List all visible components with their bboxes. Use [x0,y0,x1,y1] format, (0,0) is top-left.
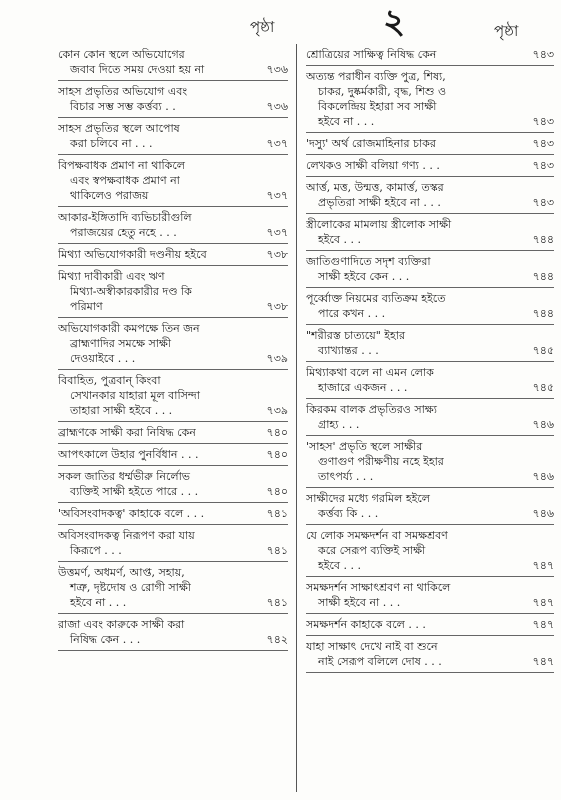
index-entry-text: হইবে . . . [318,233,362,246]
index-entry-text: কর্ত্তব্য কি . . . [318,507,379,520]
index-entry-page-number: ৭৪১ [266,596,288,609]
index-entry-text: নাই সেরূপ বলিলে দোষ . . . [318,655,442,668]
index-entry-text: কোন কোন স্থলে অভিযোগের [58,48,185,61]
index-entry-text: জবাব দিতে সময় দেওয়া হয় না [70,63,205,76]
index-entry-page-number: ৭৩৮ [266,248,288,261]
index-entry-page-number: ৭৪১ [266,544,288,557]
index-entry-text: বিপক্ষবাধক প্রমাণ না থাকিলে [58,159,185,172]
index-entry-text: সাহস প্রভৃতির অভিযোগ এবং [58,85,188,98]
index-entry [58,422,288,444]
index-entry [58,503,288,525]
index-entry [306,488,554,525]
index-entry-text: অত্যন্ত পরাধীন ব্যক্তি পুত্র, শিষ্য, [306,70,446,83]
index-entry-page-number: ৭৪৪ [532,270,554,283]
index-entry [306,399,554,436]
index-entry-text: হাজারে একজন . . . [318,381,408,394]
index-entry [306,525,554,577]
index-entry-text: পূর্ব্বোক্ত নিয়মের ব্যতিক্রম হইতে [306,292,446,305]
index-entry-page-number: ৭৪০ [266,485,288,498]
index-entry [58,266,288,318]
index-entry-text: অবিসংবাদকত্ব নিরূপণ করা যায় [58,529,195,542]
index-entry-text: গ্রাহ্য . . . [318,418,360,431]
index-entry-text: মিথ্যা দাবীকারী এবং ঋণ [58,270,165,283]
index-entry-text: থাকিলেও পরাজয় [70,189,149,202]
index-entry-page-number: ৭৪৩ [532,196,554,209]
index-entry-text: সাক্ষী হইবে না . . . [318,596,401,609]
index-entry-page-number: ৭৪০ [266,448,288,461]
index-entry-text: করে সেরূপ ব্যক্তিই সাক্ষী [318,544,426,557]
index-entry-text: 'সাহস' প্রভৃতি স্থলে সাক্ষীর [306,440,423,453]
page-number: ২ [383,2,406,42]
index-entry-text: অভিযোগকারী কমপক্ষে তিন জন [58,322,200,335]
index-entry-page-number: ৭৪৪ [532,233,554,246]
index-entry-text: রাজা এবং কারুকে সাক্ষী করা [58,618,185,631]
index-entry [58,466,288,503]
index-entry [58,614,288,651]
index-entry-text: সমক্ষদর্শন কাহাকে বলে . . . [306,618,426,631]
index-entry-text: শত্রু, দৃষ্টদোষ ও রোগী সাক্ষী [70,581,191,594]
index-entry [306,636,554,673]
index-entry-text: মিথ্যা অভিযোগকারী দণ্ডনীয় হইবে [58,248,207,261]
index-entry-text: জাতিগুণাদিতে সদৃশ ব্যক্তিরা [306,255,431,268]
index-entry-text: বিবাহিত, পুত্রবান্ কিংবা [58,374,161,387]
index-entry-text: ব্রাহ্মণাদির সমক্ষে সাক্ষী [70,337,171,350]
index-entry [58,81,288,118]
index-entry-text: স্ত্রীলোকের মামলায় স্ত্রীলোক সাক্ষী [306,218,452,231]
index-entry [306,177,554,214]
index-entry [306,325,554,362]
index-entry-text: ব্রাহ্মণকে সাক্ষী করা নিষিদ্ধ কেন [58,426,196,439]
index-entry-page-number: ৭৪৭ [532,596,554,609]
index-entry-page-number: ৭৪৭ [532,559,554,572]
index-entry-text: আর্ত্ত, মত্ত, উন্মত্ত, কামার্ত্ত, তস্কর [306,181,444,194]
index-entry-text: সাক্ষী হইবে কেন . . . [318,270,410,283]
index-entry-text: পরিমাণ [70,300,103,313]
index-entry-text: লেখকও সাক্ষী বলিয়া গণ্য . . . [306,159,440,172]
index-entry-text: "শরীরস্ত চাত্যয়ে" ইহার [306,329,405,342]
index-entry-text: বিকলেন্দ্রিয় ইহারা সব সাক্ষী [318,100,437,113]
index-entry [58,118,288,155]
index-entry-page-number: ৭৪৬ [532,507,554,520]
index-entry-page-number: ৭৪১ [266,507,288,520]
column-divider [296,44,297,792]
index-entry-text: পারে কখন . . . [318,307,386,320]
index-entry-page-number: ৭৪৬ [532,418,554,431]
index-entry-text: সেখানকার যাহারা মূল বাসিন্দা [70,389,200,402]
index-entry [306,577,554,614]
index-entry-text: এবং স্বপক্ষবাধক প্রমাণ না [70,174,180,187]
index-entry-page-number: ৭৪৩ [532,48,554,61]
index-entry-page-number: ৭৪৬ [532,470,554,483]
index-entry [306,155,554,177]
index-entry-text: হইবে না . . . [70,596,127,609]
index-entry-text: সকল জাতির ধর্ম্মভীরু নির্লোভ [58,470,190,483]
index-entry-page-number: ৭৩৭ [266,189,288,202]
index-entry-page-number: ৭৪৫ [532,344,554,357]
index-entry-text: বিচার সম্ভ সম্ভ কর্ত্তব্য . . [70,100,176,113]
index-entry-page-number: ৭৩৯ [266,352,288,365]
index-entry-text: উত্তমর্ণ, অধমর্ণ, আপ্ত, সহায়, [58,566,185,579]
index-entry-text: সাহস প্রভৃতির স্থলে আপোষ [58,122,180,135]
index-entry-text: মিথ্যাকথা বলে না এমন লোক [306,366,434,379]
index-entry-text: হইবে না . . . [318,115,375,128]
index-entry-page-number: ৭৪৫ [532,381,554,394]
index-entry-text: যে লোক সমক্ষদর্শন বা সমক্ষশ্রবণ [306,529,448,542]
index-entry-text: তাহারা সাক্ষী হইবে . . . [70,404,173,417]
index-entry [58,562,288,614]
index-entry-text: গুণাগুণ পরীক্ষণীয় নহে ইহার [318,455,444,468]
index-entry-page-number: ৭৪২ [266,633,288,646]
index-entry [306,66,554,133]
index-entry [58,444,288,466]
index-entry-text: মিথ্যা-অস্বীকারকারীর দণ্ড কি [70,285,192,298]
index-entry-text: তাৎপর্য্য . . . [318,470,374,483]
index-entry [58,370,288,422]
index-entry [306,214,554,251]
index-entry-text: কিরকম বালক প্রভৃতিরও সাক্ষ্য [306,403,437,416]
index-entry-text: কিরূপে . . . [70,544,122,557]
index-entry-text: সমক্ষদর্শন সাক্ষাৎশ্রবণ না থাকিলে [306,581,451,594]
index-entry [58,155,288,207]
index-entry-text: শ্রোত্রিয়ের সাক্ষিত্ব নিষিদ্ধ কেন [306,48,437,61]
index-entry [58,318,288,370]
index-entry-page-number: ৭৩৬ [266,100,288,113]
index-entry [306,614,554,636]
index-entry-text: 'দস্যু' অর্থ রোজমাহিনার চাকর [306,137,436,150]
index-entry [306,133,554,155]
index-entry-page-number: ৭৪৩ [532,159,554,172]
page-header [0,0,561,42]
index-entry-text: ব্যক্তিই সাক্ষী হইতে পারে . . . [70,485,199,498]
index-entry-page-number: ৭৪৩ [532,137,554,150]
header-page-label-right: পৃষ্ঠা [494,22,519,40]
index-entry-text: করা চলিবে না . . . [70,137,153,150]
index-entry [58,207,288,244]
index-entry [58,244,288,266]
index-entry-text: সাক্ষীদের মধ্যে গরমিল হইলে [306,492,430,505]
index-entry-page-number: ৭৪৭ [532,655,554,668]
index-entry-text: নিষিদ্ধ কেন . . . [70,633,141,646]
index-entry-page-number: ৭৩৭ [266,226,288,239]
index-column-right [306,44,554,673]
index-entry-page-number: ৭৩৬ [266,63,288,76]
index-entry [306,436,554,488]
index-entry [58,44,288,81]
index-entry [306,251,554,288]
index-entry-page-number: ৭৪৪ [532,307,554,320]
index-entry-text: প্রভৃতিরা সাক্ষী হইবে না . . . [318,196,441,209]
index-entry-page-number: ৭৪৭ [532,618,554,631]
index-entry-text: দেওয়াইবে . . . [70,352,136,365]
index-entry-page-number: ৭৪০ [266,426,288,439]
index-entry-text: 'অবিসংবাদকত্ব' কাহাকে বলে . . . [58,507,205,520]
index-entry-text: আপৎকালে উহার পুনর্বিধান . . . [58,448,199,461]
index-entry-text: চাকর, দুষ্কর্মকারী, বৃদ্ধ, শিশু ও [318,85,447,98]
header-page-label-left: পৃষ্ঠা [250,18,275,36]
index-column-left [58,44,288,651]
index-entry-page-number: ৭৩৭ [266,137,288,150]
index-entry-text: আকার-ইঙ্গিতাদি ব্যভিচারীগুলি [58,211,192,224]
index-entry-text: ব্যাখ্যান্তর . . . [318,344,379,357]
index-entry [306,288,554,325]
index-entry [58,525,288,562]
index-entry [306,362,554,399]
index-entry-text: পরাজয়ের হেতু নহে . . . [70,226,177,239]
index-entry-text: যাহা সাক্ষাৎ দেখে নাই বা শুনে [306,640,438,653]
index-entry-page-number: ৭৩৮ [266,300,288,313]
index-entry-text: হইবে . . . [318,559,362,572]
index-entry-page-number: ৭৩৯ [266,404,288,417]
index-entry-page-number: ৭৪৩ [532,115,554,128]
index-entry [306,44,554,66]
